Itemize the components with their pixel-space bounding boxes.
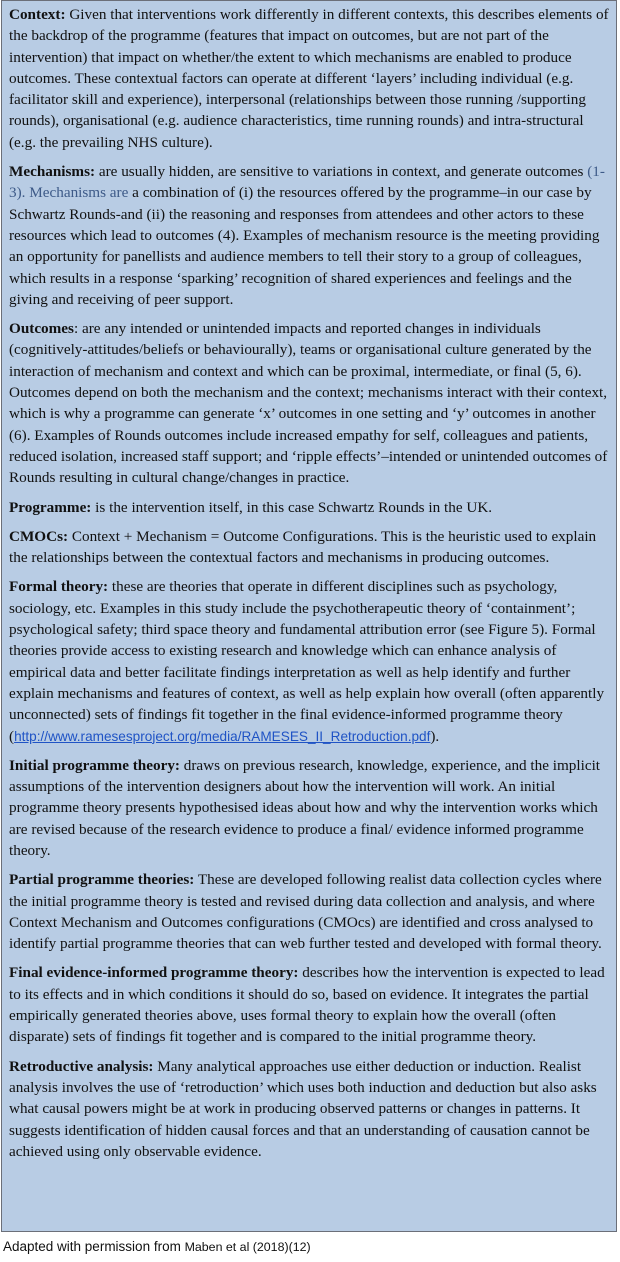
entry-mechanisms (9, 161, 609, 310)
definition-context: Given that interventions work differently in different contexts, this describes elements of the backdrop of the programme (features that impact on outcomes, but are not part of the intervention) that impact on whether/the extent to which mechanisms are enabled to produce outcomes. These contextual factors can operate at different ‘layers’ including individual (e.g. facilitator skill and experience), interpersonal (relationships between those running /supporting rounds), organisational (e.g. audience characteristics, time running rounds) and intra-structural (e.g. the prevailing NHS culture). (9, 6, 609, 151)
definition-cmocs: Context + Mechanism = Outcome Configurations. This is the heuristic used to explain the relationships between the contextual factors and mechanisms in producing outcomes. (9, 527, 597, 567)
definition-formal-theory-part1: these are theories that operate in different disciplines such as psychology, sociology, etc. Examples in this study include the psychotherapeutic theory of ‘containment’; psychological safety; third space theory and fundamental attribution error (see Figure 5). Formal theories provide access to existing research and knowledge which can enhance analysis of empirical data and better facilitate findings interpretation as well as help identify and further explain mechanisms and features of context, as well as help explain how overall (often apparently unconnected) sets of findings fit together in the final evidence-informed programme theory ( (9, 578, 605, 745)
term-mechanisms: Mechanisms: (9, 163, 96, 181)
definition-outcomes: : are any intended or unintended impacts and reported changes in individuals (cognitively-attitudes/beliefs or behaviourally), teams or organisational culture generated by the interaction of mechanism and context and which can be proximal, intermediate, or final (5, 6). Outcomes depend on both the mechanism and the context; mechanisms interact with their context, which is why a programme can generate ‘x’ outcomes in one setting and ‘y’ outcomes in another (6). Examples of Rounds outcomes include increased empathy for self, colleagues and patients, reduced isolation, increased staff support; and ‘ripple effects’–intended or unintended outcomes of Rounds resulting in cultural change/changes in practice. (9, 320, 608, 487)
entry-final-theory (9, 962, 609, 1047)
definition-retroductive-analysis: Many analytical approaches use either deduction or induction. Realist analysis involves the use of ‘retroduction’ which uses both induction and deduction but also asks what causal powers might be at work in producing observed patterns or changes in patterns. It suggests identification of hidden causal forces and that an understanding of causation cannot be achieved using only observable evidence. (9, 1057, 597, 1160)
entry-partial-programme-theories (9, 869, 609, 954)
citation-mechanisms: (1-3). Mechanisms are (9, 163, 605, 202)
definition-initial-programme-theory: draws on previous research, knowledge, experience, and the implicit assumptions of the intervention designers about how the intervention will work. An initial programme theory presents hypothesised ideas about how and why the intervention works which are revised because of the research evidence to produce a final/ evidence informed programme theory. (9, 756, 601, 859)
term-cmocs: CMOCs: (9, 527, 69, 545)
term-programme: Programme: (9, 498, 92, 516)
entry-retroductive-analysis (9, 1056, 609, 1162)
term-retroductive-analysis: Retroductive analysis: (9, 1057, 154, 1075)
entry-context (9, 4, 609, 153)
entry-programme (9, 497, 609, 518)
definition-final-theory: describes how the intervention is expected to lead to its effects and in which conditions it should do so, based on evidence. It integrates the partial empirically generated theories above, uses formal theory to explain how the overall (often disparate) sets of findings fit together and is compared to the initial programme theory. (9, 964, 605, 1046)
entry-cmocs (9, 526, 609, 569)
entry-initial-programme-theory (9, 755, 609, 861)
definition-programme: is the intervention itself, in this case Schwartz Rounds in the UK. (91, 498, 493, 516)
rameses-link[interactable]: http://www.ramesesproject.org/media/RAMESES_II_Retroduction.pdf (14, 728, 431, 744)
glossary-box (1, 0, 617, 1232)
caption-prefix: Adapted with permission from (3, 1239, 185, 1254)
entry-formal-theory (9, 576, 609, 746)
term-outcomes: Outcomes (9, 320, 74, 338)
source-caption (3, 1239, 311, 1254)
caption-source: Maben et al (2018)(12) (184, 1240, 311, 1254)
term-initial-programme-theory: Initial programme theory: (9, 756, 180, 774)
entry-outcomes (9, 318, 609, 488)
definition-partial-programme-theories: These are developed following realist data collection cycles where the initial programme theory is tested and revised during data collection and analysis, and where Context Mechanism and Outcomes configurations (CMOcs) are identified and cross analysed to identify partial programme theories that can web further tested and developed with formal theory. (9, 871, 602, 953)
term-partial-programme-theories: Partial programme theories: (9, 871, 195, 889)
definition-mechanisms-part2: a combination of (i) the resources offered by the programme–in our case by Schwartz Rounds-and (ii) the reasoning and responses from attendees and other actors to these resources which lead to outcomes (4). Examples of mechanism resource is the meeting providing an opportunity for panellists and audience members to tell their story to a group of colleagues, which results in a response ‘sparking’ recognition of shared experiences and feelings and the giving and receiving of peer support. (9, 184, 600, 308)
term-context: Context: (9, 6, 66, 23)
definition-mechanisms-part1: are usually hidden, are sensitive to variations in context, and generate outcomes (95, 163, 588, 181)
term-final-theory: Final evidence-informed programme theory: (9, 964, 299, 982)
term-formal-theory: Formal theory: (9, 578, 109, 596)
definition-formal-theory-part2: ). (430, 727, 440, 745)
